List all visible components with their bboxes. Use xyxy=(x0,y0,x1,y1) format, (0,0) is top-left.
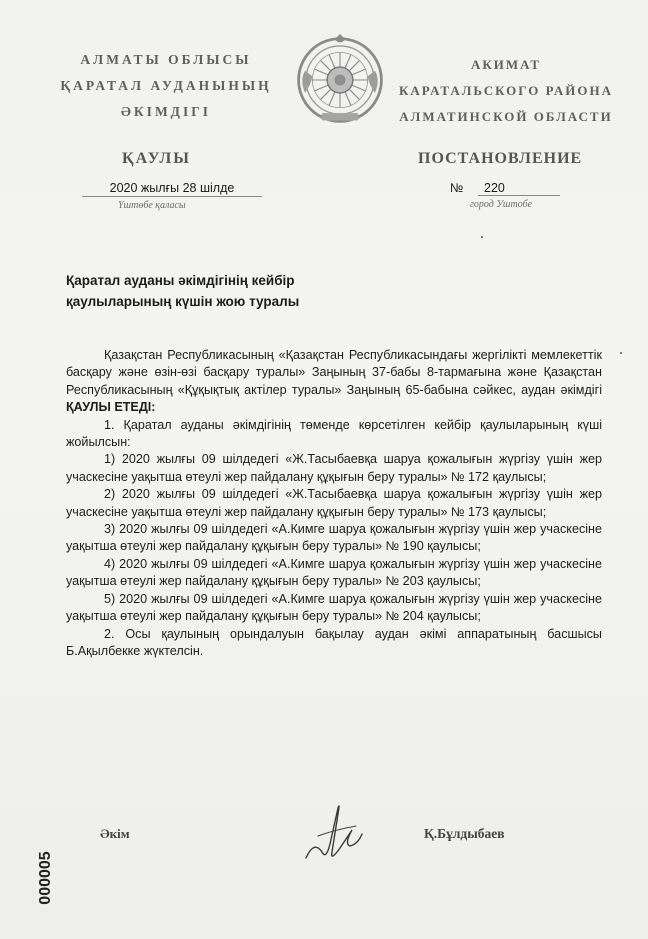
doc-kind-ru: ПОСТАНОВЛЕНИЕ xyxy=(418,150,583,167)
number-sign: № xyxy=(450,181,464,195)
item-paragraph: 2) 2020 жылғы 09 шілдедегі «Ж.Тасыбаевқа шаруа қожалығын жүргізу үшін жер учаскесіне уақытша өтеулі жер пайдалану құқығын беру туралы» № 173 қаулысы; xyxy=(66,487,602,519)
preamble-paragraph xyxy=(66,347,602,417)
header-kz-line-1: АЛМАТЫ ОБЛЫСЫ xyxy=(80,52,252,67)
speck xyxy=(481,236,483,238)
document-body xyxy=(66,347,602,660)
item-paragraph: 1) 2020 жылғы 09 шілдедегі «Ж.Тасыбаевқа шаруа қожалығын жүргізу үшін жер учаскесіне уақытша өтеулі жер пайдалану құқығын беру туралы» № 172 қаулысы; xyxy=(66,452,602,484)
signatory-name: Қ.Бұлдыбаев xyxy=(424,826,505,841)
document-number xyxy=(450,181,560,196)
header-kz-line-2: ҚАРАТАЛ АУДАНЫНЫҢ xyxy=(60,78,272,93)
signatory-title: Әкім xyxy=(100,826,130,841)
document-title xyxy=(66,270,396,312)
place-kz: Үштөбе қаласы xyxy=(118,200,186,211)
preamble-text: Қазақстан Республикасының «Қазақстан Республикасындағы жергілікті мемлекеттік басқару және өзін-өзі басқару туралы» Заңының 37-бабы 8-тармағына және Қазақстан Республикасының «Құқықтық актілер туралы» Заңының 65-бабына сәйкес, аудан әкімдігі xyxy=(66,348,602,397)
title-line-1: Қаратал ауданы әкімдігінің кейбір xyxy=(66,273,295,288)
handwritten-signature xyxy=(300,800,370,870)
kazakhstan-state-emblem-icon xyxy=(294,34,386,126)
preamble-resolution: ҚАУЛЫ ЕТЕДІ: xyxy=(66,400,156,415)
speck xyxy=(620,352,622,354)
item-paragraph: 5) 2020 жылғы 09 шілдедегі «А.Кимге шаруа қожалығын жүргізу үшін жер учаскесіне уақытша өтеулі жер пайдалану құқығын беру туралы» № 204 қаулысы; xyxy=(66,591,602,624)
place-ru: город Уштобе xyxy=(470,199,533,210)
item-paragraph: 4) 2020 жылғы 09 шілдедегі «А.Кимге шаруа қожалығын жүргізу үшін жер учаскесіне уақытша өтеулі жер пайдалану құқығын беру туралы» № 203 қаулысы; xyxy=(66,556,602,589)
item-paragraph: 3) 2020 жылғы 09 шілдедегі «А.Кимге шаруа қожалығын жүргізу үшін жер учаскесіне уақытша өтеулі жер пайдалану құқығын беру туралы» № 190 қаулысы; xyxy=(66,522,602,554)
header-ru-line-2: КАРАТАЛЬСКОГО РАЙОНА xyxy=(398,83,613,98)
header-ru xyxy=(390,52,622,130)
title-line-2: қаулыларының күшін жою туралы xyxy=(66,294,300,309)
header-ru-line-1: АКИМАТ xyxy=(470,57,542,72)
item-paragraph: 2. Осы қаулының орындалуын бақылау аудан әкімі аппаратының басшысы Б.Ақылбекке жүктелсін. xyxy=(66,626,602,658)
header-kz xyxy=(46,47,286,125)
page-stamp-number: 000005 xyxy=(37,851,54,905)
number-value: 220 xyxy=(478,181,560,196)
doc-kind-kz: ҚАУЛЫ xyxy=(122,150,192,167)
document-date: 2020 жылғы 28 шілде xyxy=(82,181,262,197)
item-paragraph: 1. Қаратал ауданы әкімдігінің төменде көрсетілген кейбір қаулыларының күші жойылсын: xyxy=(66,417,602,450)
header-ru-line-3: АЛМАТИНСКОЙ ОБЛАСТИ xyxy=(399,109,613,124)
header-kz-line-3: ӘКІМДІГІ xyxy=(120,104,212,119)
